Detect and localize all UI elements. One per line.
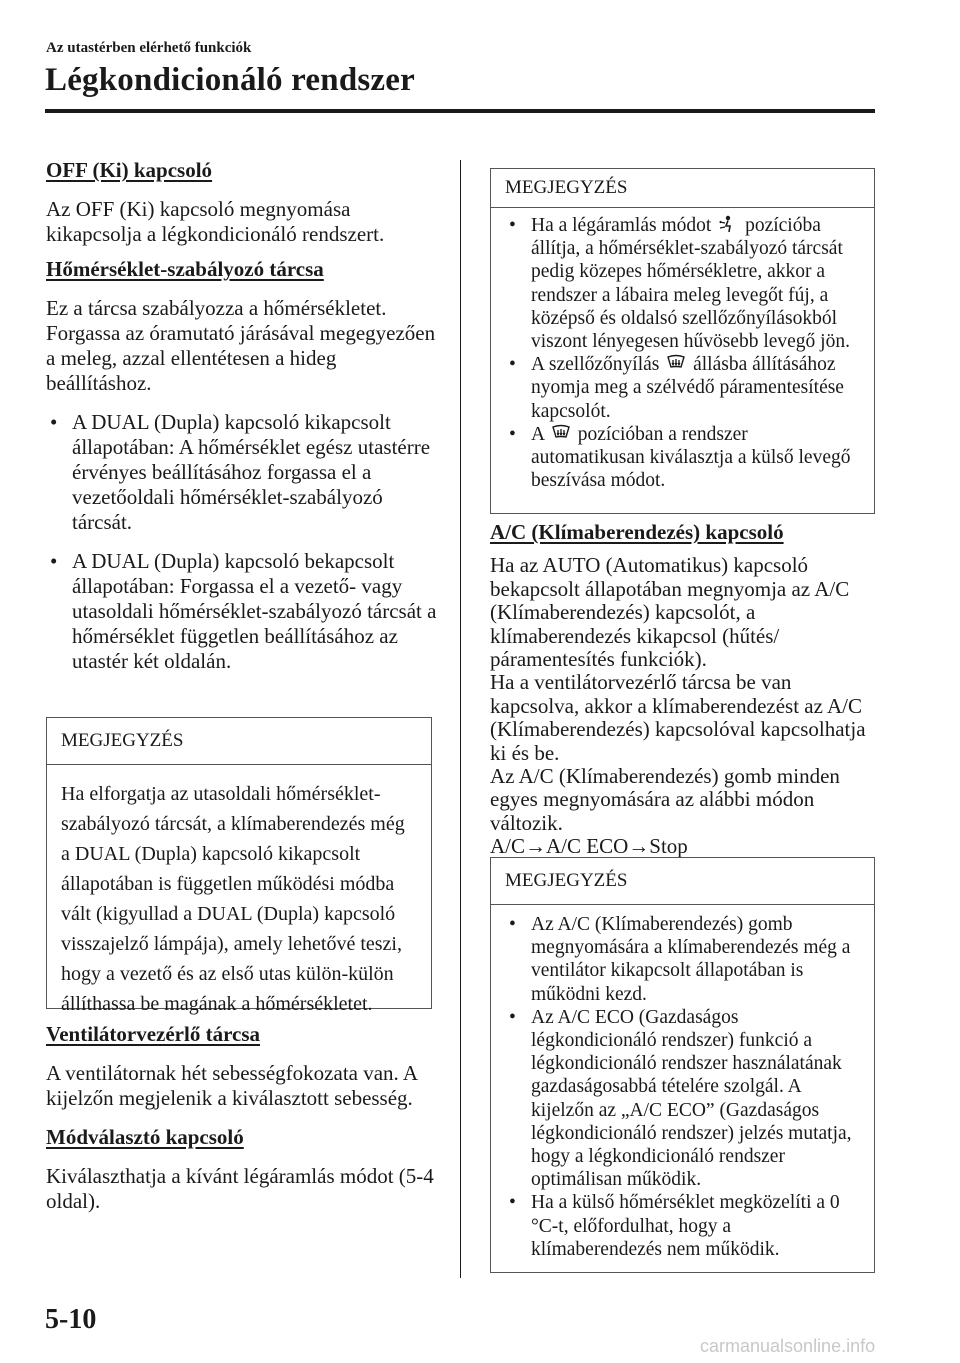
page-title: Légkondicionáló rendszer (45, 62, 415, 98)
temp-dial-heading: Hőmérséklet-szabályozó tárcsa (46, 257, 324, 281)
note-bullet (505, 214, 860, 353)
page-number: 5-10 (45, 1304, 97, 1335)
note-bullet-text: pozícióban a rendszer automatikusan kiválasztja a külső levegő beszívása módot. (531, 423, 851, 492)
defroster-icon (551, 423, 571, 443)
note-bullet-text: Ha a légáramlás módot (531, 215, 712, 236)
ac-switch-heading: A/C (Klímaberendezés) kapcsoló (490, 520, 784, 544)
note-box-passenger-temp (46, 717, 432, 1015)
note-bullet-text: pozícióba állítja, a hőmérséklet-szabályozó tárcsát pedig közepes hőmérsékletre, akkor a rendszer a lábaira meleg levegőt fúj, a középső és oldalsó szellőzőnyílásokból viszont lényegesen hűvösebb levegő jön. (531, 215, 850, 353)
temp-bullet-dual-on: • A DUAL (Dupla) kapcsoló bekapcsolt állapotában: Forgassa el a vezető- vagy utasoldali hőmérséklet-szabályozó tárcsát a hőmérséklet független beállításához az utastér két oldalán. (46, 549, 438, 674)
ac-section (490, 521, 882, 859)
ac-text-line: Ha a ventilátorvezérlő tárcsa be van kapcsolva, akkor a klímaberendezést az A/C (Klímaberendezés) kapcsolóval kapcsolhatja ki és be. (490, 670, 866, 765)
ac-text-line: Ha az AUTO (Automatikus) kapcsoló bekapcsolt állapotában megnyomja az A/C (Klímaberendezés) kapcsolót, a klímaberendezés kikapcsol (hűtés/ páramentesítés funkciók). (490, 553, 850, 672)
left-column-lower (46, 1022, 438, 1214)
note-bullet-text: A (531, 423, 545, 445)
ac-mode-sequence: A/C→A/C ECO→Stop (490, 834, 688, 859)
defroster-icon (666, 353, 686, 373)
off-switch-heading: OFF (Ki) kapcsoló (46, 158, 213, 182)
fan-dial-text: A ventilátornak hét sebességfokozata van. A kijelzőn megjelenik a kiválasztott sebesség. (46, 1061, 417, 1110)
note-bullet: • Az A/C ECO (Gazdaságos légkondicionáló rendszer) funkció a légkondicionáló rendszer használatának gazdaságosabbá tételére szolgál. A kijelzőn az „A/C ECO” (Gazdaságos légkondicionáló rendszer) jelzés mutatja, hogy a légkondicionáló rendszer optimálisan működik. (505, 1006, 860, 1192)
note-bullet (505, 353, 860, 423)
off-switch-text: Az OFF (Ki) kapcsoló megnyomása kikapcsolja a légkondicionáló rendszert. (46, 197, 385, 246)
title-rule (45, 109, 875, 113)
note-heading: MEGJEGYZÉS (491, 858, 874, 905)
mode-switch-heading: Módválasztó kapcsoló (46, 1125, 244, 1149)
note-box-airflow (490, 168, 875, 514)
note-bullet-text: A szellőzőnyílás (531, 354, 660, 376)
note-bullet (505, 423, 860, 493)
watermark: carmanualsonline.info (700, 1336, 876, 1356)
bilevel-airflow-icon (718, 214, 738, 234)
note-heading: MEGJEGYZÉS (47, 718, 431, 765)
note-bullet: • Az A/C (Klímaberendezés) gomb megnyomására a klímaberendezés még a ventilátor kikapcsolt állapotában is működni kezd. (505, 913, 860, 1006)
left-column (46, 158, 438, 674)
fan-dial-heading: Ventilátorvezérlő tárcsa (46, 1022, 261, 1046)
column-divider (460, 160, 461, 1278)
note-heading: MEGJEGYZÉS (491, 169, 874, 208)
note-bullet: • Ha a külső hőmérséklet megközelíti a 0 °C-t, előfordulhat, hogy a klímaberendezés nem működik. (505, 1191, 860, 1261)
note-box-ac (490, 857, 875, 1273)
note-text: Ha elforgatja az utasoldali hőmérséklet-szabályozó tárcsát, a klímaberendezés még a DUAL (Dupla) kapcsoló kikapcsolt állapotában is független működési módba vált (kigyullad a DUAL (Dupla) kapcsoló visszajelző lámpája), amely lehetővé teszi, hogy a vezető és az első utas külön-külön állíthassa be magának a hőmérsékletet. (61, 783, 405, 1015)
temp-bullet-dual-off: • A DUAL (Dupla) kapcsoló kikapcsolt állapotában: A hőmérséklet egész utastérre érvényes beállításához forgassa el a vezetőoldali hőmérséklet-szabályozó tárcsát. (46, 410, 438, 535)
note-bullet-text: állásba állításához nyomja meg a szélvédő páramentesítése kapcsolót. (531, 354, 844, 422)
temp-dial-text: Ez a tárcsa szabályozza a hőmérsékletet. Forgassa az óramutató járásával megegyezően a meleg, azzal ellentétesen a hideg beállításhoz. (46, 296, 436, 395)
mode-switch-text: Kiválaszthatja a kívánt légáramlás módot (5-4 oldal). (46, 1164, 434, 1213)
ac-text-line: Az A/C (Klímaberendezés) gomb minden egyes megnyomására az alábbi módon változik. (490, 764, 840, 835)
breadcrumb: Az utastérben elérhető funkciók (46, 40, 252, 56)
